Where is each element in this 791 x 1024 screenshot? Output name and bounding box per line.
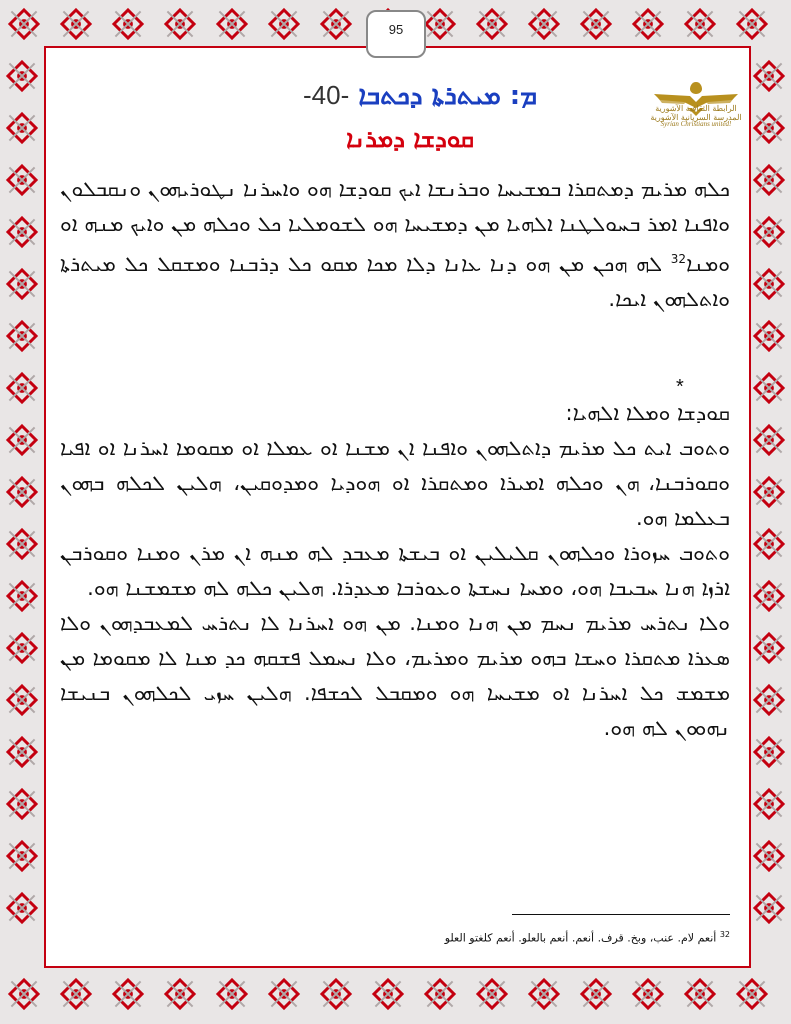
border-motif	[8, 686, 36, 714]
border-motif	[10, 980, 38, 1008]
border-motif	[166, 10, 194, 38]
border-motif	[582, 980, 610, 1008]
border-motif	[166, 980, 194, 1008]
logo-arabic-line-2: المدرسة السريانية الآشورية	[650, 113, 742, 122]
paragraph-1-continuation: ܠܗ ܗܟܢ ܡܢ ܗܘ ܕܢܐ ܥܐܢܐ ܕܠܐ ܡܟܐ ܡܩܘ ܟܠ ܕܪܒܢܐ ܘܡܫܩܠ ܟܠ ܡܝܬܪܬܐ ܘܐܬܠܗܘܢ ܐܝܟܐ.	[60, 252, 730, 311]
logo-arabic-line-1: الرابطة الثقافية الآشورية	[655, 104, 737, 113]
border-motif	[8, 218, 36, 246]
chapter-title: ܡ: ܡܝܬܪܬܐ ܕܟܬܒܐ	[358, 81, 537, 111]
border-motif	[270, 980, 298, 1008]
border-motif	[114, 980, 142, 1008]
border-motif	[8, 738, 36, 766]
border-motif	[755, 114, 783, 142]
border-motif	[582, 10, 610, 38]
chapter-heading	[200, 80, 640, 120]
border-motif	[62, 980, 90, 1008]
border-motif	[755, 894, 783, 922]
border-motif	[634, 10, 662, 38]
border-motif	[8, 530, 36, 558]
border-motif	[8, 582, 36, 610]
border-motif	[478, 980, 506, 1008]
border-motif	[374, 980, 402, 1008]
border-motif	[426, 980, 454, 1008]
border-motif	[114, 10, 142, 38]
section-asterisk: *	[676, 376, 684, 398]
logo-latin-text: Syrian Christians united!	[660, 120, 732, 128]
footnote-reference: 32	[670, 252, 687, 266]
border-motif	[755, 842, 783, 870]
border-motif	[530, 10, 558, 38]
border-motif	[755, 582, 783, 610]
border-motif	[8, 270, 36, 298]
border-motif	[755, 790, 783, 818]
body-paragraph-3: ܘܬܘܒ ܚܙܘܪܐ ܘܟܠܗܘܢ ܩܠܝܠܝܢ ܐܘ ܒܝܫܬܐ ܡܥܒܕ ܠܗ ܡܢܗ ܐܢ ܡܪܢ ܘܡܢܐ ܘܩܘܪܒܢ ܐܪܙܐ ܗܢܐ ܚܒܝܒܐ ܗܘ، ܘܡܚܐ ܢܚܫܬܐ ܘܥܘܪܒܐ ܡܥܕܪܐ. ܗܠܝܢ ܟܠܗ ܠܗ ܡܫܡܫܢܐ ܗܘ.	[60, 541, 730, 600]
border-motif	[686, 980, 714, 1008]
border-motif	[270, 10, 298, 38]
border-motif	[8, 790, 36, 818]
border-motif	[755, 322, 783, 350]
border-motif	[426, 10, 454, 38]
border-motif	[530, 980, 558, 1008]
border-motif	[10, 10, 38, 38]
border-motif	[755, 478, 783, 506]
border-motif	[755, 166, 783, 194]
border-motif	[8, 114, 36, 142]
border-motif	[755, 218, 783, 246]
border-motif	[478, 10, 506, 38]
paragraph-1-text: ܟܠܗ ܡܪܝܡ ܕܡܬܩܪܐ ܒܡܫܝܚܐ ܘܒܪܢܫܐ ܐܝܟ ܩܘܕܫܐ ܗܘ ܘܐܚܪܢܐ ܢܛܘܪܝܗܘܢ ܘܢܩܒܠܘܢ ܘܐܦܢܐ ܐܡܪ ܒܚܘܠܛܢܐ ܐܠܗܝܐ ܡܢ ܕܡܫܝܚܐ ܗܘ ܠܫܘܡܠܝܐ ܟܠ ܘܟܠܗ ܡܢ ܘܐܝܟ ܡܢܗ ܐܘ ܘܡܢܐ	[60, 177, 730, 276]
border-motif	[755, 374, 783, 402]
body-paragraph-1	[60, 172, 730, 317]
border-motif	[8, 842, 36, 870]
border-motif	[8, 322, 36, 350]
body-paragraph-4: ܘܠܐ ܢܬܪܚ ܡܪܝܡ ܢܚܡ ܡܢ ܗܢܐ ܘܡܢܐ. ܡܢ ܗܘ ܐܚܪܢܐ ܠܐ ܢܬܪܚ ܠܡܥܒܕܗܘܢ ܘܠܐ ܣܥܪܐ ܡܬܩܪܐ ܘܚܫܐ ܒܗܘ ܡܪܝܡ ܘܡܪܝܡ، ܘܠܐ ܢܚܡܠ ܦܫܩܗ ܟܕ ܡܢܐ ܠܐ ܡܩܘܡܐ ܡܢ ܡܫܡܫ ܟܠ ܐܚܪܢܐ ܐܘ ܡܫܝܚܐ ܗܘ ܘܡܩܒܠ ܠܟܫܦܐ. ܗܠܝܢ ܚܙܝ ܠܟܠܗܘܢ ܒܢܝܫܐ ܢܗܘܘܢ ܠܗ ܗܘ.	[60, 611, 730, 740]
border-motif	[755, 426, 783, 454]
border-motif	[8, 374, 36, 402]
footnote-text: أنعم لام. عنب، وبخ. قرف. أنعم. أنعم بالعلو. أنعم كلغتو العلو	[444, 931, 717, 945]
border-motif	[322, 10, 350, 38]
border-motif	[218, 10, 246, 38]
section-2	[60, 396, 730, 746]
border-motif	[755, 270, 783, 298]
border-motif	[8, 62, 36, 90]
footnote	[300, 930, 730, 945]
border-motif	[755, 634, 783, 662]
border-motif	[755, 62, 783, 90]
chapter-subtitle: ܩܘܕܫܐ ܕܡܪܢܐ	[346, 125, 474, 153]
body-paragraph-2: ܘܬܘܒ ܐܝܬ ܟܠ ܡܪܝܡ ܕܐܬܠܗܘܢ ܘܐܦܢܐ ܐܢ ܡܫܢܐ ܐܘ ܥܡܠܐ ܐܘ ܡܩܘܡܐ ܐܚܪܢܐ ܐܘ ܐܦܝܐ ܘܩܘܪܒܢܐ، ܗܢ ܘܟܠܗ ܐܡܝܪܐ ܘܡܬܩܪܐ ܐܘ ܗܘܕܝܐ ܘܡܕܘܩܝܢ، ܗܠܝܢ ܠܟܠܗ ܒܗܘܢ ܒܥܠܡܐ ܗܘ.	[60, 436, 730, 530]
border-motif	[8, 894, 36, 922]
border-motif	[8, 634, 36, 662]
border-motif	[62, 10, 90, 38]
footnote-number: 32	[719, 930, 730, 939]
border-motif	[755, 686, 783, 714]
border-motif	[322, 980, 350, 1008]
border-motif	[738, 980, 766, 1008]
chapter-number: -40-	[302, 80, 350, 110]
footnote-divider	[512, 914, 730, 915]
border-motif	[8, 478, 36, 506]
border-motif	[755, 530, 783, 558]
section-2-heading: ܩܘܕܫܐ ܘܡܠܐ ܐܠܗܝܐ:	[565, 401, 730, 425]
page-number: 95	[366, 10, 426, 58]
border-motif	[8, 426, 36, 454]
border-motif	[686, 10, 714, 38]
border-motif	[8, 166, 36, 194]
border-motif	[634, 980, 662, 1008]
border-motif	[218, 980, 246, 1008]
border-motif	[738, 10, 766, 38]
border-motif	[755, 738, 783, 766]
